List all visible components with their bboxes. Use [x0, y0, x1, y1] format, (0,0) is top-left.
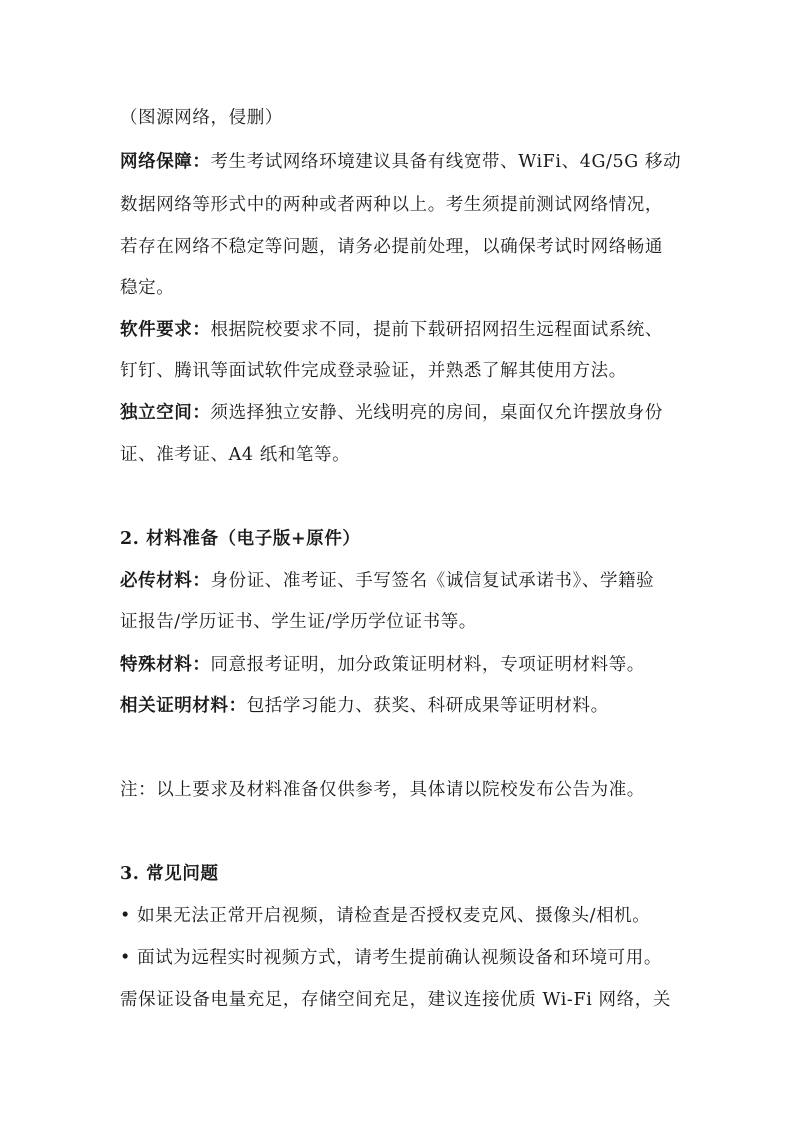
- required-materials-text-2: 证报告/学历证书、学生证/学历学位证书等。: [120, 612, 477, 632]
- software-label: 软件要求：: [120, 320, 211, 340]
- network-paragraph-line-1: [120, 150, 700, 174]
- space-paragraph-line-1: [120, 401, 700, 425]
- software-text-2: 钉钉、腾讯等面试软件完成登录验证，并熟悉了解其使用方法。: [120, 361, 627, 381]
- related-materials-label: 相关证明材料：: [120, 696, 247, 716]
- special-materials-label: 特殊材料：: [120, 655, 211, 675]
- required-materials-label: 必传材料：: [120, 571, 211, 591]
- space-text-2: 证、准考证、A4 纸和笔等。: [120, 445, 351, 465]
- special-materials-text: 同意报考证明，加分政策证明材料，专项证明材料等。: [210, 655, 645, 675]
- network-label: 网络保障：: [120, 152, 211, 172]
- source-note: （图源网络，侵删）: [120, 108, 283, 128]
- related-materials-text: 包括学习能力、获奖、科研成果等证明材料。: [246, 696, 609, 716]
- faq-bullet-1: • 如果无法正常开启视频，请检查是否授权麦克风、摄像头/相机。: [120, 906, 651, 926]
- space-text-1: 须选择独立安静、光线明亮的房间，桌面仅允许摆放身份: [210, 403, 663, 423]
- network-text-1: 考生考试网络环境建议具备有线宽带、WiFi、4G/5G 移动: [210, 152, 682, 172]
- network-text-4: 稳定。: [120, 278, 175, 298]
- related-materials-line: [120, 694, 700, 718]
- faq-bullet-2: • 面试为远程实时视频方式，请考生提前确认视频设备和环境可用。: [120, 948, 662, 968]
- space-label: 独立空间：: [120, 403, 211, 423]
- special-materials-line: [120, 653, 700, 677]
- faq-bullet-2-continued: 需保证设备电量充足，存储空间充足，建议连接优质 Wi-Fi 网络，关: [120, 990, 671, 1010]
- required-materials-line-1: [120, 569, 700, 593]
- section-3-heading: 3. 常见问题: [120, 864, 219, 884]
- section-2-heading: 2. 材料准备（电子版+原件）: [120, 529, 361, 549]
- software-paragraph-line-1: [120, 318, 700, 342]
- network-text-3: 若存在网络不稳定等问题，请务必提前处理，以确保考试时网络畅通: [120, 237, 663, 257]
- note-text: 注：以上要求及材料准备仅供参考，具体请以院校发布公告为准。: [120, 780, 645, 800]
- required-materials-text-1: 身份证、准考证、手写签名《诚信复试承诺书》、学籍验: [210, 571, 655, 591]
- software-text-1: 根据院校要求不同，提前下载研招网招生远程面试系统、: [210, 320, 663, 340]
- network-text-2: 数据网络等形式中的两种或者两种以上。考生须提前测试网络情况，: [120, 195, 663, 215]
